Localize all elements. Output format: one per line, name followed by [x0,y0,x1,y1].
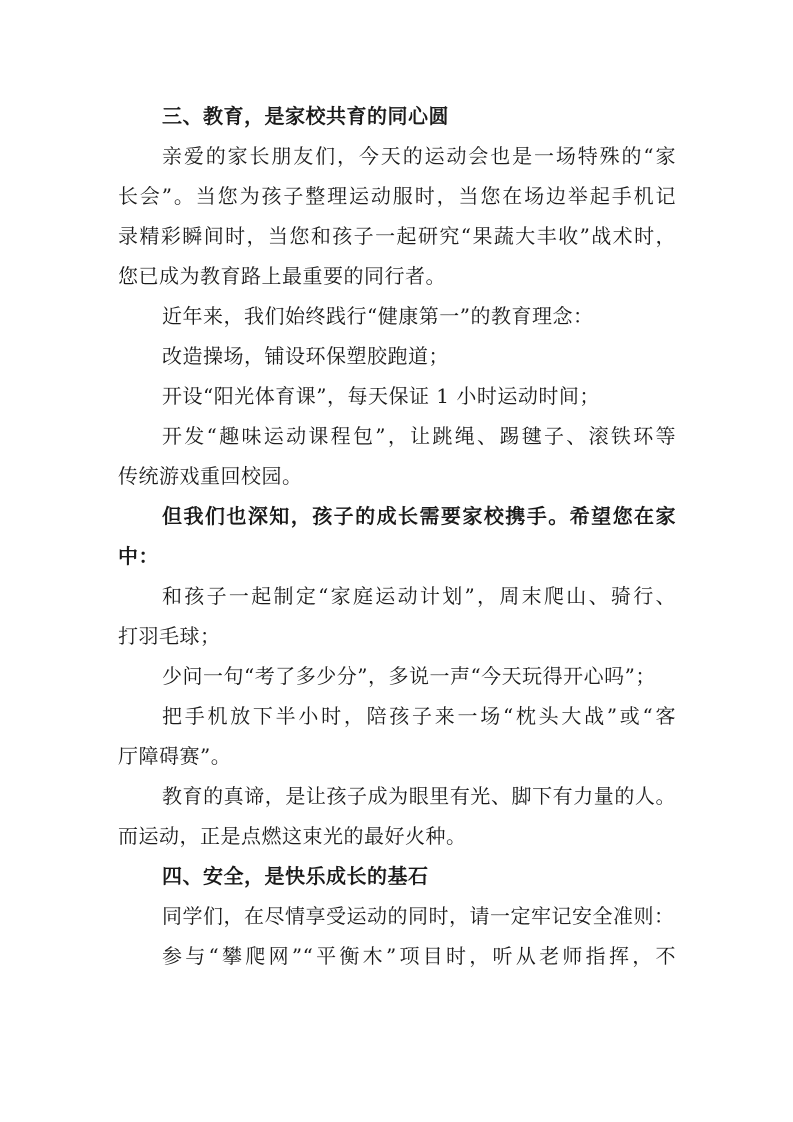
bold-paragraph-line: 中： [118,544,159,568]
list-item: 和孩子一起制定“家庭运动计划”，周末爬山、骑行、 [162,584,676,608]
list-item: 改造操场，铺设环保塑胶跑道； [162,344,449,368]
paragraph-line: 亲爱的家长朋友们，今天的运动会也是一场特殊的“家 [162,144,676,168]
list-item: 把手机放下半小时，陪孩子来一场“枕头大战”或“客 [162,704,676,728]
paragraph-line: 同学们，在尽情享受运动的同时，请一定牢记安全准则： [162,904,675,928]
paragraph-line: 您已成为教育路上最重要的同行者。 [118,264,446,288]
document-page [118,96,676,976]
paragraph-line: 近年来，我们始终践行“健康第一”的教育理念： [162,304,594,328]
paragraph-line: 而运动，正是点燃这束光的最好火种。 [118,824,467,848]
list-item: 开发“趣味运动课程包”，让跳绳、踢毽子、滚铁环等 [162,424,676,448]
section-heading-education: 三、教育，是家校共育的同心圆 [162,104,449,128]
paragraph-line: 参与“攀爬网”“平衡木”项目时，听从老师指挥，不 [162,944,676,968]
list-item-continued: 厅障碍赛”。 [118,744,232,768]
list-item: 少问一句“考了多少分”，多说一声“今天玩得开心吗”； [162,664,656,688]
paragraph-line: 录精彩瞬间时，当您和孩子一起研究“果蔬大丰收”战术时， [118,224,676,248]
bold-paragraph-line: 但我们也深知，孩子的成长需要家校携手。希望您在家 [162,504,676,528]
section-heading-safety: 四、安全，是快乐成长的基石 [162,864,429,888]
list-item-continued: 传统游戏重回校园。 [118,464,303,488]
paragraph-line: 长会”。当您为孩子整理运动服时，当您在场边举起手机记 [118,184,676,208]
list-item-continued: 打羽毛球； [118,624,221,648]
paragraph-line: 教育的真谛，是让孩子成为眼里有光、脚下有力量的人。 [162,784,676,808]
list-item: 开设“阳光体育课”，每天保证 1 小时运动时间； [162,384,600,408]
